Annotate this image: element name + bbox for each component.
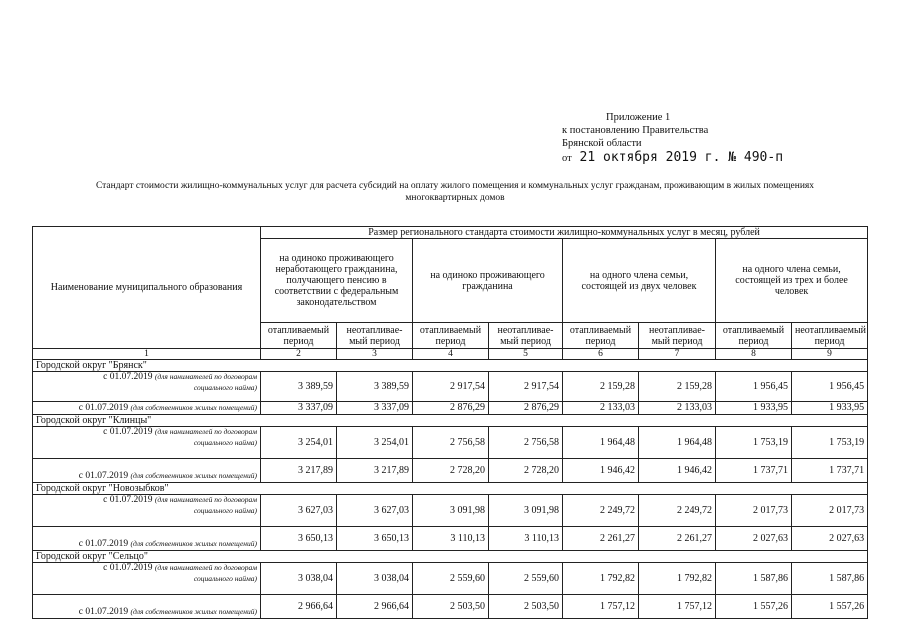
value-cell: 1 964,48 xyxy=(639,427,716,459)
value-cell: 2 017,73 xyxy=(716,495,792,527)
row-note-a: (для нанимателей по договорам xyxy=(154,427,257,436)
subheader-col-2: отапливаемый период xyxy=(261,323,337,349)
row-label xyxy=(33,495,261,527)
value-cell: 1 557,26 xyxy=(792,595,868,619)
value-cell: 1 757,12 xyxy=(563,595,639,619)
table-row xyxy=(33,372,868,402)
value-cell: 3 389,59 xyxy=(337,372,413,402)
section-row xyxy=(33,360,868,372)
row-label xyxy=(33,459,261,483)
value-cell: 2 261,27 xyxy=(563,527,639,551)
row-date: с 01.07.2019 xyxy=(103,427,153,437)
document-title-line-1: Стандарт стоимости жилищно-коммунальных услуг для расчета субсидий на оплату жилого помещения и коммунальных услуг гражданам, проживающим в жилых помещениях xyxy=(95,181,815,191)
value-cell: 2 917,54 xyxy=(413,372,489,402)
annex-line-1: к постановлению Правительства xyxy=(562,125,709,136)
subheader-col-9: неотапливаемый период xyxy=(792,323,868,349)
value-cell: 2 159,28 xyxy=(639,372,716,402)
value-cell: 2 027,63 xyxy=(716,527,792,551)
row-label-line-2 xyxy=(36,438,257,449)
tariff-table xyxy=(32,226,868,619)
group-header-pensioner: на одиноко проживающего неработающего гражданина, получающего пенсию в соответствии с федеральным законодательством xyxy=(261,239,413,323)
annex-title: Приложение 1 xyxy=(606,112,671,123)
row-date: с 01.07.2019 xyxy=(78,402,129,413)
value-cell: 1 956,45 xyxy=(792,372,868,402)
value-cell: 2 756,58 xyxy=(489,427,563,459)
subheader-col-6: отапливаемый период xyxy=(563,323,639,349)
value-cell: 3 650,13 xyxy=(337,527,413,551)
subheader-col-4: отапливаемый период xyxy=(413,323,489,349)
annex-block xyxy=(562,111,783,166)
value-cell: 3 091,98 xyxy=(489,495,563,527)
value-cell: 2 917,54 xyxy=(489,372,563,402)
value-cell: 1 587,86 xyxy=(716,563,792,595)
table-row xyxy=(33,402,868,415)
value-cell: 1 737,71 xyxy=(792,459,868,483)
value-cell: 1 946,42 xyxy=(563,459,639,483)
row-date: с 01.07.2019 xyxy=(103,495,153,505)
row-note-a: (для нанимателей по договорам xyxy=(154,372,257,381)
value-cell: 3 337,09 xyxy=(337,402,413,415)
value-cell: 2 559,60 xyxy=(413,563,489,595)
group-header-family-two: на одного члена семьи, состоящей из двух человек xyxy=(563,239,716,323)
row-label xyxy=(33,372,261,402)
value-cell: 3 627,03 xyxy=(261,495,337,527)
col-number-2: 2 xyxy=(261,349,337,360)
group-header-family-three: на одного члена семьи, состоящей из трех и более человек xyxy=(716,239,868,323)
value-cell: 1 792,82 xyxy=(639,563,716,595)
value-cell: 3 627,03 xyxy=(337,495,413,527)
section-row xyxy=(33,483,868,495)
col-number-3: 3 xyxy=(337,349,413,360)
row-note-b: социального найма) xyxy=(193,573,257,583)
row-label-line-1 xyxy=(36,495,257,506)
row-note-a: (для собственников жилых помещений) xyxy=(130,538,257,548)
value-cell: 3 217,89 xyxy=(261,459,337,483)
annex-date xyxy=(562,150,783,166)
value-cell: 1 792,82 xyxy=(563,563,639,595)
document-title xyxy=(40,180,870,204)
value-cell: 3 038,04 xyxy=(261,563,337,595)
row-note-a: (для собственников жилых помещений) xyxy=(130,606,257,616)
table-row xyxy=(33,495,868,527)
value-cell: 1 964,48 xyxy=(563,427,639,459)
col-number-7: 7 xyxy=(639,349,716,360)
value-cell: 3 038,04 xyxy=(337,563,413,595)
row-label-line-1 xyxy=(36,427,257,438)
value-cell: 2 876,29 xyxy=(413,402,489,415)
value-cell: 2 027,63 xyxy=(792,527,868,551)
value-cell: 2 503,50 xyxy=(489,595,563,619)
row-label-line-1 xyxy=(36,372,257,383)
value-cell: 2 876,29 xyxy=(489,402,563,415)
col-number-9: 9 xyxy=(792,349,868,360)
section-name: Городской округ "Сельцо" xyxy=(33,551,868,563)
section-row xyxy=(33,551,868,563)
value-cell: 2 133,03 xyxy=(639,402,716,415)
table-row xyxy=(33,563,868,595)
value-cell: 3 110,13 xyxy=(413,527,489,551)
col-number-8: 8 xyxy=(716,349,792,360)
value-cell: 2 133,03 xyxy=(563,402,639,415)
row-label-line-2 xyxy=(36,574,257,585)
col-number-5: 5 xyxy=(489,349,563,360)
row-note-b: социального найма) xyxy=(193,382,257,392)
value-cell: 1 753,19 xyxy=(792,427,868,459)
row-label-line-2 xyxy=(36,383,257,394)
value-cell: 2 261,27 xyxy=(639,527,716,551)
value-cell: 2 966,64 xyxy=(337,595,413,619)
row-date: с 01.07.2019 xyxy=(78,606,129,617)
value-cell: 1 933,95 xyxy=(792,402,868,415)
value-cell: 1 946,42 xyxy=(639,459,716,483)
value-cell: 3 254,01 xyxy=(337,427,413,459)
row-note-a: (для нанимателей по договорам xyxy=(154,563,257,572)
value-cell: 3 650,13 xyxy=(261,527,337,551)
value-cell: 1 587,86 xyxy=(792,563,868,595)
value-cell: 2 017,73 xyxy=(792,495,868,527)
value-cell: 2 728,20 xyxy=(489,459,563,483)
section-name: Городской округ "Клинцы" xyxy=(33,415,868,427)
value-cell: 2 756,58 xyxy=(413,427,489,459)
value-cell: 2 159,28 xyxy=(563,372,639,402)
value-cell: 2 728,20 xyxy=(413,459,489,483)
value-cell: 1 757,12 xyxy=(639,595,716,619)
value-cell: 2 503,50 xyxy=(413,595,489,619)
col-number-1: 1 xyxy=(33,349,261,360)
section-row xyxy=(33,415,868,427)
row-label-line-1 xyxy=(36,563,257,574)
subheader-col-3: неотапливае-мый период xyxy=(337,323,413,349)
value-cell: 3 254,01 xyxy=(261,427,337,459)
col-number-4: 4 xyxy=(413,349,489,360)
value-cell: 2 559,60 xyxy=(489,563,563,595)
row-date: с 01.07.2019 xyxy=(103,563,153,573)
annex-line-2: Брянской области xyxy=(562,138,642,149)
group-header-single: на одиноко проживающего гражданина xyxy=(413,239,563,323)
subheader-col-5: неотапливае-мый период xyxy=(489,323,563,349)
row-label xyxy=(33,527,261,551)
value-cell: 2 249,72 xyxy=(563,495,639,527)
row-label xyxy=(33,595,261,619)
annex-date-handwritten: 21 октября 2019 г. № 490-п xyxy=(579,150,784,165)
top-header: Размер регионального стандарта стоимости жилищно-коммунальных услуг в месяц, рублей xyxy=(261,227,868,239)
table-row xyxy=(33,427,868,459)
row-date: с 01.07.2019 xyxy=(78,470,129,481)
col-number-6: 6 xyxy=(563,349,639,360)
subheader-col-7: неотапливае-мый период xyxy=(639,323,716,349)
value-cell: 1 956,45 xyxy=(716,372,792,402)
row-note-b: социального найма) xyxy=(193,437,257,447)
value-cell: 2 249,72 xyxy=(639,495,716,527)
row-note-a: (для собственников жилых помещений) xyxy=(130,470,257,480)
row-note-b: социального найма) xyxy=(193,505,257,515)
value-cell: 3 110,13 xyxy=(489,527,563,551)
value-cell: 3 337,09 xyxy=(261,402,337,415)
annex-date-prefix: от xyxy=(562,153,572,164)
row-note-a: (для собственников жилых помещений) xyxy=(130,402,257,412)
subheader-col-8: отапливаемый период xyxy=(716,323,792,349)
value-cell: 3 091,98 xyxy=(413,495,489,527)
table-row xyxy=(33,459,868,483)
value-cell: 3 217,89 xyxy=(337,459,413,483)
row-label-line-2 xyxy=(36,506,257,517)
row-date: с 01.07.2019 xyxy=(78,538,129,549)
value-cell: 1 737,71 xyxy=(716,459,792,483)
row-label xyxy=(33,563,261,595)
value-cell: 3 389,59 xyxy=(261,372,337,402)
col-header-municipality: Наименование муниципального образования xyxy=(33,227,261,349)
value-cell: 1 753,19 xyxy=(716,427,792,459)
row-date: с 01.07.2019 xyxy=(103,372,153,382)
row-label xyxy=(33,402,261,415)
row-label xyxy=(33,427,261,459)
table-row xyxy=(33,595,868,619)
value-cell: 2 966,64 xyxy=(261,595,337,619)
value-cell: 1 557,26 xyxy=(716,595,792,619)
document-title-line-2: многоквартирных домов xyxy=(405,193,505,203)
value-cell: 1 933,95 xyxy=(716,402,792,415)
row-note-a: (для нанимателей по договорам xyxy=(154,495,257,504)
table-row xyxy=(33,527,868,551)
section-name: Городской округ "Брянск" xyxy=(33,360,868,372)
section-name: Городской округ "Новозыбков" xyxy=(33,483,868,495)
